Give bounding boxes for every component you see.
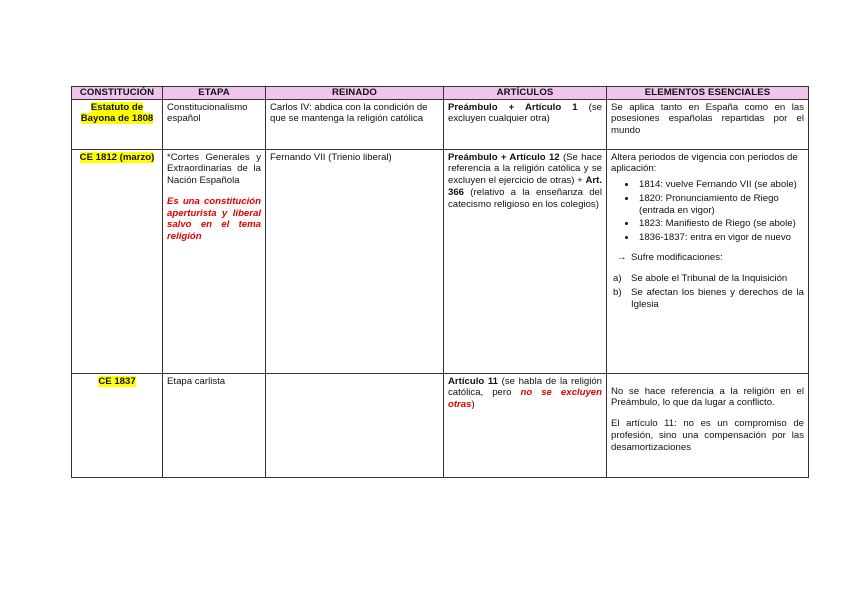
modificaciones-line [617, 252, 804, 264]
list-text: Se abole el Tribunal de la Inquisición [631, 273, 788, 285]
articulos-bold: Preámbulo + Artículo 1 [448, 101, 578, 113]
elementos-p1: No se hace referencia a la religión en el Preámbulo, lo que da lugar a conflicto. [611, 385, 804, 409]
articulos-bold-2: Art. 366 [448, 175, 602, 198]
etapa-text: *Cortes Generales y Extraordinarias de la Nación Española [167, 151, 261, 187]
list-item [611, 287, 804, 310]
list-text: Se afectan los bienes y derechos de la Iglesia [631, 287, 804, 310]
highlighted-constitucion: CE 1812 (marzo) [79, 151, 155, 163]
list-item: • 1836-1837: entra en vigor de nuevo [637, 232, 804, 244]
cell-constitucion [72, 99, 163, 149]
highlighted-constitucion: CE 1837 [98, 375, 136, 387]
cell-elementos [607, 149, 809, 373]
header-constitucion: CONSTITUCIÓN [72, 87, 163, 100]
modificaciones-text: Sufre modificaciones: [631, 251, 723, 263]
cell-reinado [266, 373, 444, 477]
list-item: • 1820: Pronunciamiento de Riego (entrada en vigor) [637, 193, 804, 216]
cell-constitucion [72, 373, 163, 477]
articulos-text: (se habla de la religión católica, pero [448, 375, 602, 399]
articulos-text-1: (Se hace referencia a la religión católica y se excluyen el ejercicio de otras) + [448, 151, 602, 187]
header-reinado: REINADO [266, 87, 444, 100]
elementos-p2: El artículo 11: no es un compromiso de profesión, sino una compensación por las desamortizaciones [611, 418, 804, 453]
cell-etapa [163, 149, 266, 373]
cell-articulos [444, 373, 607, 477]
table-row [72, 373, 809, 477]
header-etapa: ETAPA [163, 87, 266, 100]
cell-articulos [444, 149, 607, 373]
articulos-bold-1: Preámbulo + Artículo 12 [448, 151, 560, 163]
articulos-end: ) [471, 399, 475, 411]
constitutions-table [71, 86, 809, 478]
cell-constitucion [72, 149, 163, 373]
highlighted-constitucion: Estatuto de Bayona de 1808 [80, 101, 154, 125]
table-row [72, 149, 809, 373]
cell-articulos [444, 99, 607, 149]
arrow-right-icon: → [617, 251, 627, 263]
table-row [72, 99, 809, 149]
articulos-text: (se excluyen cualquier otra) [448, 101, 603, 125]
header-articulos: ARTÍCULOS [444, 87, 607, 100]
cell-etapa: Constitucionalismo español [163, 99, 266, 149]
list-item: • 1823: Manifiesto de Riego (se abole) [637, 218, 804, 230]
articulos-bold: Artículo 11 [448, 375, 499, 387]
header-elementos: ELEMENTOS ESENCIALES [607, 87, 809, 100]
cell-reinado: Fernando VII (Trienio liberal) [266, 149, 444, 373]
etapa-red-note: Es una constitución aperturista y liberal salvo en el tema religión [167, 195, 261, 242]
modificaciones-list [611, 273, 804, 310]
cell-elementos [607, 373, 809, 477]
vigencia-list [611, 179, 804, 244]
table-header-row [72, 87, 809, 100]
cell-etapa: Etapa carlista [163, 373, 266, 477]
cell-reinado: Carlos IV: abdica con la condición de que se mantenga la religión católica [266, 99, 444, 149]
list-marker: b) [613, 287, 622, 299]
list-marker: a) [613, 273, 622, 285]
articulos-red: no se excluyen otras [448, 387, 602, 411]
list-item: • 1814: vuelve Fernando VII (se abole) [637, 179, 804, 191]
cell-elementos: Se aplica tanto en España como en las posesiones españolas repartidas por el mundo [607, 99, 809, 149]
elementos-intro: Altera periodos de vigencia con periodos de aplicación: [611, 151, 798, 175]
articulos-text-2: (relativo a la enseñanza del catecismo religioso en los colegios) [448, 186, 602, 210]
list-item [611, 273, 804, 285]
